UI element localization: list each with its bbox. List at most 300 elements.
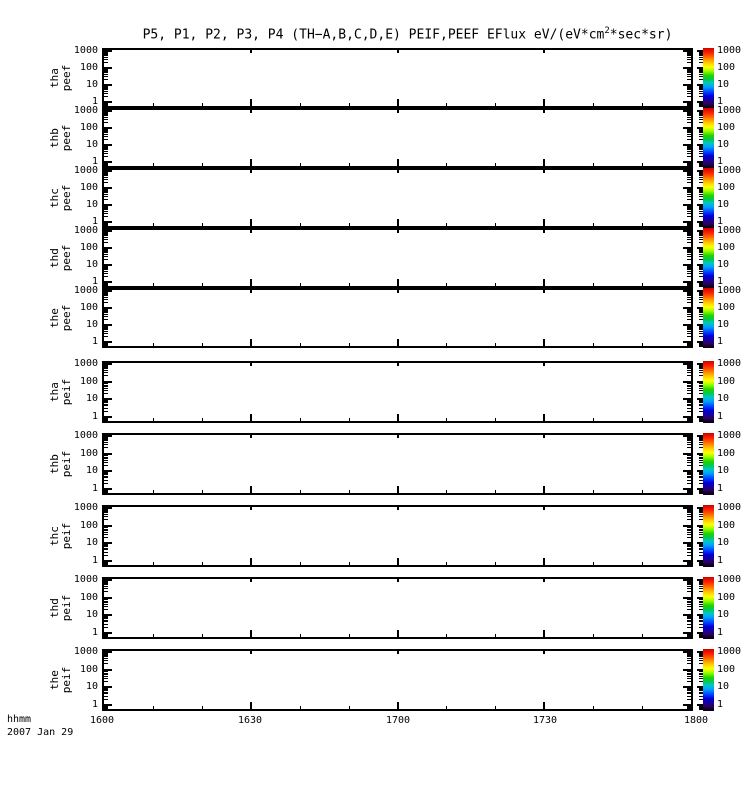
colorbar (703, 228, 714, 288)
colorbar-tick-label-1000: 1000 (717, 502, 742, 513)
tick-mark (104, 688, 108, 689)
tick-mark (104, 113, 108, 114)
tick-mark (687, 615, 691, 616)
tick-mark (104, 175, 108, 176)
colorbar-tick-label-1000: 1000 (717, 574, 742, 585)
tick-mark (104, 627, 108, 628)
tick-mark (699, 708, 703, 709)
tick-mark (104, 139, 108, 140)
tick-mark (699, 564, 703, 565)
colorbar (703, 108, 714, 168)
tick-mark (699, 282, 703, 283)
tick-mark (699, 454, 703, 455)
tick-mark (104, 96, 108, 97)
tick-mark (699, 102, 703, 103)
tick-mark (104, 148, 108, 149)
tick-mark (699, 316, 703, 317)
tick-mark (687, 129, 691, 130)
colorbar (703, 433, 714, 495)
tick-mark (250, 435, 252, 438)
plot-title-text-end: *sec*sr) (609, 27, 673, 43)
tick-mark (687, 471, 691, 472)
plot-frame (102, 48, 693, 108)
tick-mark (250, 651, 252, 654)
tick-mark (104, 213, 108, 214)
tick-mark (104, 598, 108, 599)
tick-mark (349, 706, 350, 709)
tick-mark (104, 325, 108, 326)
tick-mark (104, 390, 108, 391)
tick-mark (687, 103, 691, 104)
tick-mark (699, 390, 703, 391)
tick-mark (543, 630, 545, 637)
tick-mark (593, 343, 594, 346)
tick-mark (687, 53, 691, 54)
tick-mark (699, 251, 703, 252)
tick-mark (687, 79, 691, 80)
tick-mark (104, 128, 108, 129)
tick-mark (687, 473, 691, 474)
tick-mark (687, 71, 691, 72)
tick-mark (699, 548, 703, 549)
tick-mark (687, 86, 691, 87)
tick-mark (699, 328, 703, 329)
tick-mark (104, 344, 108, 345)
tick-mark (104, 114, 108, 115)
tick-mark (687, 367, 691, 368)
tick-mark (699, 597, 703, 598)
y-tick-label-1: 1 (91, 216, 98, 227)
tick-mark (687, 655, 691, 656)
tick-mark (687, 91, 691, 92)
tick-mark (104, 188, 108, 189)
tick-mark (699, 242, 703, 243)
y-tick-label-1000: 1000 (73, 165, 98, 176)
tick-mark (104, 156, 108, 157)
tick-mark (687, 673, 691, 674)
panel-label-line2: peef (60, 304, 73, 332)
y-tick-label-1000: 1000 (73, 502, 98, 513)
tick-mark (699, 601, 703, 602)
tick-mark (104, 327, 108, 328)
tick-mark (104, 534, 108, 535)
tick-mark (687, 207, 691, 208)
y-tick-label-1: 1 (91, 336, 98, 347)
tick-mark (104, 476, 108, 477)
tick-mark (687, 420, 691, 421)
y-tick-label-100: 100 (79, 663, 98, 675)
tick-mark (687, 598, 691, 599)
tick-mark (250, 99, 252, 106)
tick-mark (642, 283, 643, 286)
colorbar-tick-label-1: 1 (717, 336, 724, 347)
tick-mark (699, 59, 703, 60)
tick-mark (104, 690, 108, 691)
tick-mark (687, 417, 691, 418)
plot-title-superscript: 2 (604, 26, 610, 36)
tick-mark (397, 110, 399, 113)
tick-mark (687, 235, 691, 236)
tick-mark (104, 199, 108, 200)
tick-mark (699, 526, 703, 527)
tick-mark (699, 106, 703, 107)
tick-mark (699, 455, 703, 456)
x-tick-label-1630: 1630 (237, 715, 263, 726)
tick-mark (699, 267, 703, 268)
tick-mark (104, 316, 108, 317)
tick-mark (687, 658, 691, 659)
tick-mark (104, 669, 108, 670)
tick-mark (687, 382, 691, 383)
tick-mark (687, 705, 691, 706)
tick-mark (699, 525, 703, 526)
panel-label-line1: the (48, 308, 61, 328)
tick-mark (104, 268, 108, 269)
tick-mark (699, 86, 703, 87)
tick-mark (687, 208, 691, 209)
spectrogram-panel (0, 502, 750, 567)
tick-mark (104, 237, 108, 238)
tick-mark (699, 71, 703, 72)
tick-mark (250, 414, 252, 421)
tick-mark (699, 549, 703, 550)
panel-label-line2: peif (60, 666, 73, 694)
tick-mark (104, 706, 108, 707)
tick-mark (104, 87, 108, 88)
tick-mark (104, 153, 108, 154)
tick-mark (104, 312, 108, 313)
tick-mark (699, 588, 703, 589)
tick-mark (104, 285, 108, 286)
tick-mark (687, 529, 691, 530)
tick-mark (104, 458, 108, 459)
tick-mark (699, 417, 703, 418)
tick-mark (104, 314, 108, 315)
tick-mark (687, 555, 691, 556)
tick-mark (687, 164, 691, 165)
tick-mark (699, 583, 703, 584)
tick-mark (104, 660, 108, 661)
tick-mark (699, 309, 703, 310)
y-tick-label-100: 100 (79, 302, 98, 313)
tick-mark (495, 103, 496, 106)
tick-mark (104, 546, 108, 547)
tick-mark (104, 88, 108, 89)
tick-mark (104, 510, 108, 511)
tick-mark (104, 309, 108, 310)
colorbar (703, 288, 714, 348)
tick-mark (202, 418, 203, 421)
tick-mark (699, 312, 703, 313)
tick-mark (699, 211, 703, 212)
tick-mark (397, 702, 399, 709)
tick-mark (104, 471, 108, 472)
tick-mark (687, 194, 691, 195)
tick-mark (593, 562, 594, 565)
tick-mark (104, 211, 108, 212)
plot-frame (102, 168, 693, 228)
panel-label-line2: peif (60, 450, 73, 478)
tick-mark (104, 293, 108, 294)
tick-mark (397, 339, 399, 346)
tick-mark (699, 368, 703, 369)
tick-mark (104, 400, 108, 401)
tick-mark (104, 636, 108, 637)
tick-mark (104, 663, 108, 664)
tick-mark (687, 163, 691, 164)
tick-mark (687, 601, 691, 602)
tick-mark (104, 328, 108, 329)
tick-mark (104, 134, 108, 135)
tick-mark (104, 206, 108, 207)
panel-label-line2: peif (60, 594, 73, 622)
tick-mark (104, 509, 108, 510)
tick-mark (699, 53, 703, 54)
tick-mark (250, 110, 252, 113)
tick-mark (104, 308, 108, 309)
tick-mark (687, 308, 691, 309)
tick-mark (699, 172, 703, 173)
y-tick-label-10: 10 (85, 199, 98, 210)
tick-mark (104, 235, 108, 236)
tick-mark (543, 159, 545, 166)
tick-mark (104, 299, 108, 300)
tick-mark (699, 250, 703, 251)
tick-mark (349, 490, 350, 493)
tick-mark (687, 342, 691, 343)
tick-mark (687, 147, 691, 148)
tick-mark (687, 519, 691, 520)
tick-mark (699, 52, 703, 53)
tick-mark (699, 113, 703, 114)
tick-mark (687, 70, 691, 71)
tick-mark (687, 591, 691, 592)
tick-mark (397, 159, 399, 166)
tick-mark (687, 617, 691, 618)
tick-mark (699, 177, 703, 178)
tick-mark (687, 609, 691, 610)
y-tick-label-10: 10 (85, 465, 98, 477)
tick-mark (104, 375, 108, 376)
tick-mark (687, 234, 691, 235)
tick-mark (300, 283, 301, 286)
tick-mark (104, 248, 108, 249)
tick-mark (687, 400, 691, 401)
tick-mark (495, 163, 496, 166)
tick-mark (104, 122, 108, 123)
plot-frame (102, 288, 693, 348)
tick-mark (699, 693, 703, 694)
tick-mark (699, 111, 703, 112)
tick-mark (104, 707, 108, 708)
colorbar-tick-label-1: 1 (717, 555, 724, 566)
tick-mark (699, 268, 703, 269)
tick-mark (699, 565, 703, 566)
tick-mark (104, 209, 108, 210)
y-tick-label-10: 10 (85, 319, 98, 330)
y-tick-label-1: 1 (91, 627, 98, 638)
tick-mark (699, 510, 703, 511)
colorbar-tick-label-100: 100 (717, 375, 736, 387)
tick-mark (687, 491, 691, 492)
tick-mark (687, 696, 691, 697)
y-tick-label-1000: 1000 (73, 574, 98, 585)
tick-mark (687, 671, 691, 672)
tick-mark (687, 681, 691, 682)
tick-mark (104, 654, 108, 655)
tick-mark (687, 618, 691, 619)
tick-mark (699, 673, 703, 674)
tick-mark (687, 544, 691, 545)
tick-mark (687, 440, 691, 441)
tick-mark (104, 696, 108, 697)
tick-mark (104, 310, 108, 311)
tick-mark (300, 418, 301, 421)
tick-mark (699, 234, 703, 235)
tick-mark (699, 273, 703, 274)
tick-mark (250, 579, 252, 582)
tick-mark (593, 634, 594, 637)
tick-mark (699, 687, 703, 688)
tick-mark (699, 688, 703, 689)
tick-mark (104, 606, 108, 607)
colorbar-tick-label-10: 10 (717, 681, 730, 693)
tick-mark (687, 89, 691, 90)
tick-mark (104, 454, 108, 455)
tick-mark (699, 148, 703, 149)
tick-mark (699, 458, 703, 459)
tick-mark (687, 561, 691, 562)
tick-mark (104, 164, 108, 165)
tick-mark (104, 295, 108, 296)
tick-mark (687, 465, 691, 466)
tick-mark (699, 598, 703, 599)
tick-mark (104, 72, 108, 73)
tick-mark (687, 128, 691, 129)
tick-mark (397, 507, 399, 510)
colorbar-tick-label-10: 10 (717, 199, 730, 210)
y-tick-label-1000: 1000 (73, 105, 98, 116)
tick-mark (687, 196, 691, 197)
tick-mark (104, 254, 108, 255)
tick-mark (687, 283, 691, 284)
tick-mark (687, 336, 691, 337)
tick-mark (153, 343, 154, 346)
tick-mark (687, 182, 691, 183)
tick-mark (104, 79, 108, 80)
tick-mark (699, 342, 703, 343)
tick-mark (104, 367, 108, 368)
tick-mark (250, 159, 252, 166)
tick-mark (699, 310, 703, 311)
tick-mark (104, 259, 108, 260)
tick-mark (104, 62, 108, 63)
tick-mark (687, 249, 691, 250)
tick-mark (153, 490, 154, 493)
panel-label-line2: peef (60, 124, 73, 152)
tick-mark (687, 530, 691, 531)
tick-mark (397, 558, 399, 565)
tick-mark (687, 512, 691, 513)
tick-mark (687, 537, 691, 538)
tick-mark (699, 104, 703, 105)
tick-mark (699, 239, 703, 240)
tick-mark (104, 53, 108, 54)
tick-mark (104, 105, 108, 106)
tick-mark (699, 447, 703, 448)
tick-mark (699, 153, 703, 154)
tick-mark (300, 706, 301, 709)
y-tick-label-100: 100 (79, 591, 98, 603)
tick-mark (104, 621, 108, 622)
tick-mark (104, 552, 108, 553)
tick-mark (699, 265, 703, 266)
tick-mark (104, 420, 108, 421)
tick-mark (687, 509, 691, 510)
tick-mark (543, 435, 545, 438)
tick-mark (104, 693, 108, 694)
y-tick-label-10: 10 (85, 259, 98, 270)
tick-mark (104, 223, 108, 224)
date-label: 2007 Jan 29 (7, 727, 74, 738)
tick-mark (687, 654, 691, 655)
tick-mark (699, 68, 703, 69)
panel-label-line2: peif (60, 378, 73, 406)
tick-mark (699, 364, 703, 365)
tick-mark (349, 163, 350, 166)
tick-mark (104, 182, 108, 183)
plot-frame (102, 228, 693, 288)
tick-mark (687, 688, 691, 689)
tick-mark (543, 50, 545, 53)
tick-mark (699, 206, 703, 207)
colorbar-tick-label-100: 100 (717, 663, 736, 675)
tick-mark (300, 223, 301, 226)
tick-mark (699, 343, 703, 344)
tick-mark (699, 295, 703, 296)
tick-mark (687, 385, 691, 386)
tick-mark (699, 131, 703, 132)
panel-label-line2: peif (60, 522, 73, 550)
tick-mark (687, 527, 691, 528)
tick-mark (699, 51, 703, 52)
tick-mark (104, 438, 108, 439)
tick-mark (349, 343, 350, 346)
tick-mark (699, 618, 703, 619)
tick-mark (687, 583, 691, 584)
tick-mark (699, 269, 703, 270)
tick-mark (687, 370, 691, 371)
tick-mark (687, 327, 691, 328)
tick-mark (699, 408, 703, 409)
tick-mark (699, 602, 703, 603)
tick-mark (687, 597, 691, 598)
tick-mark (687, 326, 691, 327)
tick-mark (699, 386, 703, 387)
tick-mark (104, 477, 108, 478)
tick-mark (687, 328, 691, 329)
spectrogram-panel (0, 45, 750, 108)
colorbar-tick-label-1: 1 (717, 627, 724, 638)
tick-mark (699, 663, 703, 664)
tick-mark (687, 393, 691, 394)
tick-mark (300, 490, 301, 493)
tick-mark (104, 653, 108, 654)
tick-mark (699, 164, 703, 165)
tick-mark (687, 299, 691, 300)
tick-mark (250, 507, 252, 510)
tick-mark (699, 139, 703, 140)
